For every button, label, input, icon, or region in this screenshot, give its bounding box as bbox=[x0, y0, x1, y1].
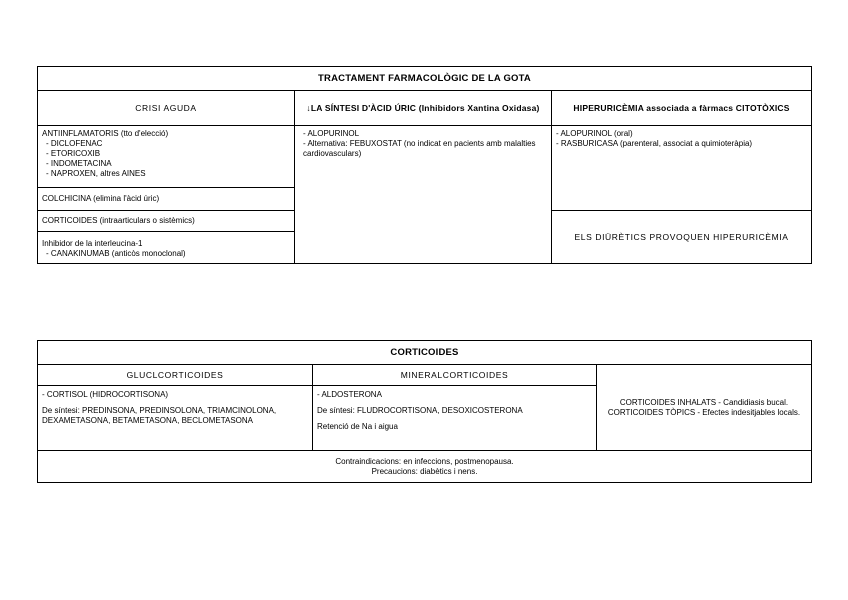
xanthine-oxidase-cell bbox=[295, 126, 552, 264]
gout-table-title: TRACTAMENT FARMACOLÒGIC DE LA GOTA bbox=[38, 67, 812, 91]
precautions-line: Precaucions: diabètics i nens. bbox=[371, 466, 478, 476]
diuretics-note: ELS DIÜRÈTICS PROVOQUEN HIPERURICÈMIA bbox=[552, 211, 812, 264]
cytotoxic-hyperuricemia-header: HIPERURICÈMIA associada a fàrmacs CITOTÒXICS bbox=[552, 91, 812, 126]
inhaled-corticoids-line: CORTICOIDES INHALATS - Candidiasis bucal. bbox=[619, 397, 789, 407]
cytotoxic-cell bbox=[552, 126, 812, 211]
il1-inhibitor-title: Inhibidor de la interleucina-1 bbox=[42, 239, 143, 248]
allopurinol-item: - ALOPURINOL bbox=[303, 129, 360, 138]
febuxostat-item: - Alternativa: FEBUXOSTAT (no indicat en pacients amb malalties cardiovasculars) bbox=[303, 139, 536, 158]
nsaid-item: - ETORICOXIB bbox=[46, 149, 101, 158]
contraindications-cell bbox=[38, 451, 812, 483]
antiinflammatories-cell bbox=[38, 126, 295, 188]
corticoids-gout-cell: CORTICOIDES (intraarticulars o sistèmics) bbox=[38, 211, 295, 232]
corticoids-table bbox=[37, 340, 812, 483]
contraindications-line: Contraindicacions: en infeccions, postmenopausa. bbox=[335, 456, 514, 466]
mineralcorticoids-cell bbox=[313, 386, 597, 451]
corticoids-table-title: CORTICOIDES bbox=[38, 341, 812, 365]
mineralcorticoids-synthetic: De síntesi: FLUDROCORTISONA, DESOXICOSTERONA bbox=[317, 406, 523, 415]
rasburicase-item: - RASBURICASA (parenteral, associat a quimioteràpia) bbox=[556, 139, 753, 148]
sodium-water-retention: Retenció de Na i aigua bbox=[317, 422, 398, 431]
allopurinol-oral-item: - ALOPURINOL (oral) bbox=[556, 129, 633, 138]
acute-crisis-header: CRISI AGUDA bbox=[38, 91, 295, 126]
canakinumab-item: - CANAKINUMAB (anticòs monoclonal) bbox=[46, 249, 186, 258]
topical-corticoids-line: CORTICOIDES TÒPICS - Efectes indesitjables locals. bbox=[607, 407, 801, 417]
cortisol-item: - CORTISOL (HIDROCORTISONA) bbox=[42, 390, 169, 399]
nsaid-item: - NAPROXEN, altres AINES bbox=[46, 169, 146, 178]
xanthine-oxidase-header: ↓LA SÍNTESI D'ÀCID ÚRIC (Inhibidors Xantina Oxidasa) bbox=[295, 91, 552, 126]
glucocorticoids-cell bbox=[38, 386, 313, 451]
aldosterone-item: - ALDOSTERONA bbox=[317, 390, 382, 399]
nsaid-item: - DICLOFENAC bbox=[46, 139, 103, 148]
glucocorticoids-synthetic: De síntesi: PREDINSONA, PREDINSOLONA, TRIAMCINOLONA, DEXAMETASONA, BETAMETASONA, BECLOMETASONA bbox=[42, 406, 277, 425]
glucocorticoids-header: GLUCLCORTICOIDES bbox=[38, 365, 313, 386]
il1-inhibitor-cell bbox=[38, 232, 295, 264]
mineralcorticoids-header: MINERALCORTICOIDES bbox=[313, 365, 597, 386]
nsaid-item: - INDOMETACINA bbox=[46, 159, 112, 168]
antiinflammatories-title: ANTIINFLAMATORIS (tto d'elecció) bbox=[42, 129, 169, 138]
colchicine-cell: COLCHICINA (elimina l'àcid úric) bbox=[38, 188, 295, 211]
gout-treatment-table bbox=[37, 66, 812, 264]
topical-inhaled-note bbox=[597, 365, 812, 451]
